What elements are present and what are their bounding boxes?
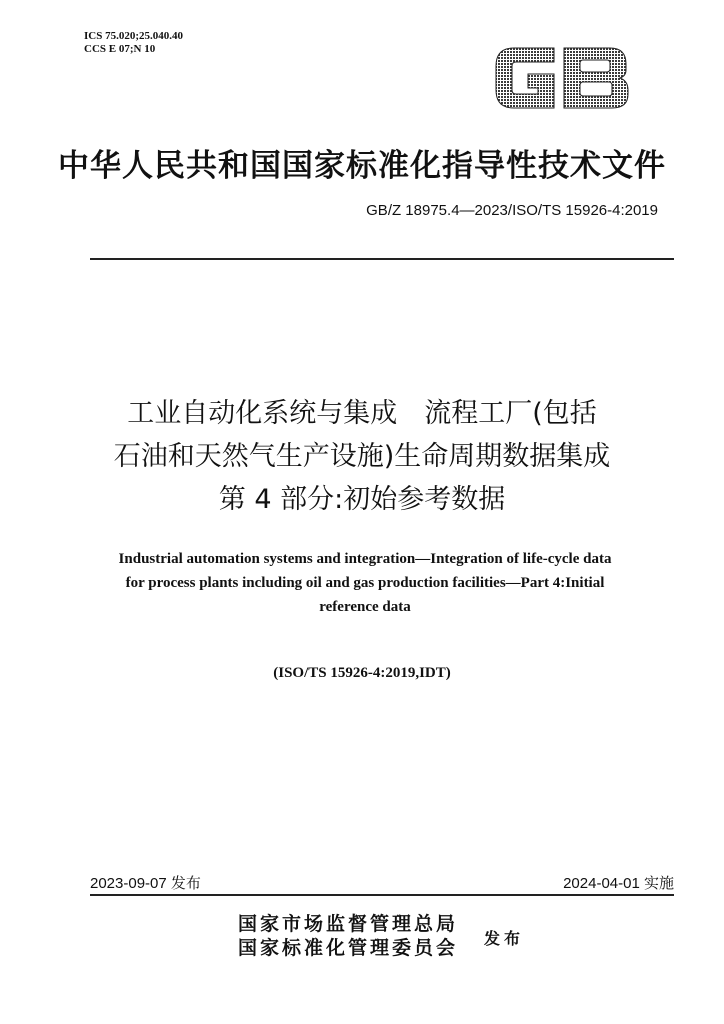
english-title-line-2: for process plants including oil and gas production facilities—Part 4:Initial [125,575,605,591]
chinese-title-line-3: 第 4 部分:初始参考数据 [218,484,506,515]
issuer-samr: 国家市场监督管理总局 [238,913,459,935]
classification-codes [84,30,183,56]
chinese-title-line-1: 工业自动化系统与集成 流程工厂(包括 [127,398,597,429]
ccs-code: CCS E 07;N 10 [84,43,156,55]
standard-number: GB/Z 18975.4—2023/ISO/TS 15926-4:2019 [366,202,658,219]
implementation-date: 2024-04-01 实施 [563,875,674,892]
document-classification-heading: 中华人民共和国国家标准化指导性技术文件 [58,148,666,184]
chinese-title [0,392,724,521]
gb-logo [492,42,632,114]
chinese-title-line-2: 石油和天然气生产设施)生命周期数据集成 [113,441,611,472]
english-title [80,547,650,619]
issuing-authorities [238,912,458,960]
publish-label: 发布 [484,929,525,948]
footer-divider [90,894,674,896]
issuer-sac: 国家标准化管理委员会 [238,937,459,959]
issue-date: 2023-09-07 发布 [90,875,201,892]
english-title-line-3: reference data [319,599,411,615]
header-divider [90,258,674,260]
ics-code: ICS 75.020;25.040.40 [84,30,184,42]
english-title-line-1: Industrial automation systems and integration—Integration of life-cycle data [118,551,612,567]
identical-adoption-note: (ISO/TS 15926-4:2019,IDT) [273,665,451,681]
